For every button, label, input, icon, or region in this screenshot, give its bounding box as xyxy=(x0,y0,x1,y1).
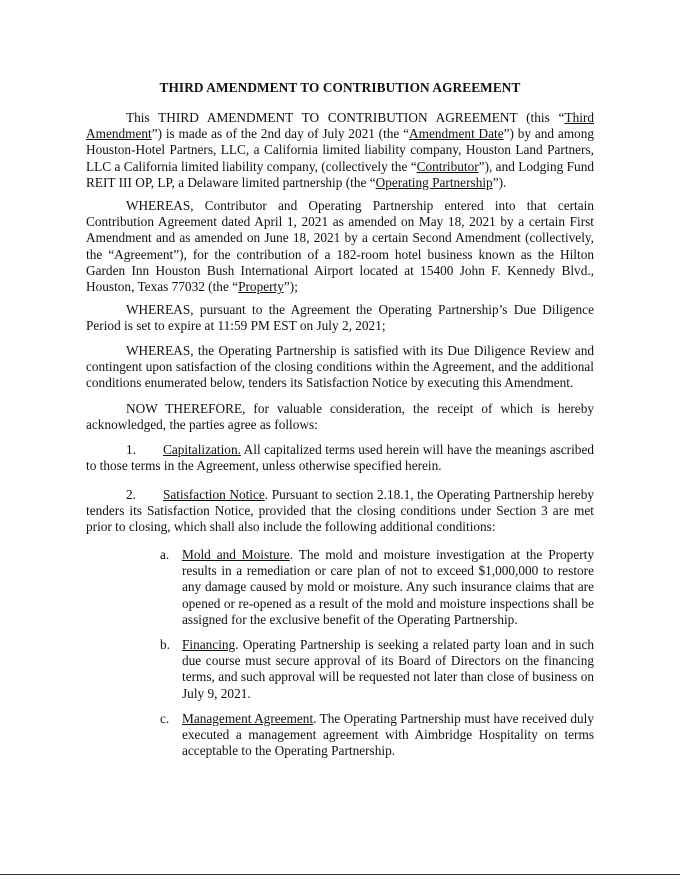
document-title: THIRD AMENDMENT TO CONTRIBUTION AGREEMENT xyxy=(159,80,521,95)
condition-item-financing xyxy=(160,637,594,702)
whereas-paragraph-1 xyxy=(86,198,594,295)
whereas-text: WHEREAS, Contributor and Operating Partnership entered into that certain Contribution Agreement dated April 1, 2021 as amended on May 18, 2021 by a certain First Amendment and as amended on June 18, 2021 by a certain Second Amendment (collectively, the “Agreement”), for the contribution of a 182-room hotel business known as the Hilton Garden Inn Houston Bush International Airport located at 15400 John F. Kennedy Blvd., Houston, Texas 77032 (the “ xyxy=(86,198,594,295)
defined-term-operating-partnership: Operating Partnership xyxy=(375,174,493,190)
item-heading: Financing xyxy=(182,637,236,652)
item-letter: a. xyxy=(160,547,170,562)
item-letter: b. xyxy=(160,637,170,652)
item-heading: Management Agreement xyxy=(182,711,314,726)
now-therefore-paragraph: NOW THEREFORE, for valuable consideration, the receipt of which is hereby acknowledged, the parties agree as follows: xyxy=(86,401,594,433)
section-1-paragraph xyxy=(86,442,594,474)
item-heading: Mold and Moisture xyxy=(182,547,290,562)
section-2-text: . Pursuant to section 2.18.1, the Operating Partnership hereby tenders its Satisfaction Notice, provided that the closing conditions under Section 3 are met prior to closing, which shall also include the following additional conditions: xyxy=(86,487,594,535)
section-2-paragraph xyxy=(86,487,594,536)
whereas-text: ”); xyxy=(283,279,298,295)
whereas-paragraph-3: WHEREAS, the Operating Partnership is satisfied with its Due Diligence Review and contingent upon satisfaction of the closing conditions within the Agreement, and the additional conditions enumerated below, tenders its Satisfaction Notice by executing this Amendment. xyxy=(86,343,594,391)
defined-term-amendment-date: Amendment Date xyxy=(409,126,504,142)
intro-text: This THIRD AMENDMENT TO CONTRIBUTION AGREEMENT (this “ xyxy=(126,110,565,125)
intro-text: ”) by and among Houston-Hotel Partners, LLC, a California limited liability company, Houston Land Partners, LLC a California limited liability company, (collectively the “ xyxy=(86,126,595,174)
section-2-heading: Satisfaction Notice xyxy=(163,487,265,502)
intro-text: ”), and Lodging Fund REIT III OP, LP, a Delaware limited partnership (the “ xyxy=(86,158,594,190)
intro-text: ”). xyxy=(492,174,507,190)
condition-item-management-agreement xyxy=(160,711,594,760)
section-2-number: 2. xyxy=(126,487,136,502)
defined-term-property: Property xyxy=(238,279,284,295)
section-1-number: 1. xyxy=(126,442,136,457)
section-1-text: All capitalized terms used herein will have the meanings ascribed to those terms in the Agreement, unless otherwise specified herein. xyxy=(86,442,594,474)
defined-term-contributor: Contributor xyxy=(416,158,479,174)
condition-item-mold-and-moisture xyxy=(160,547,594,628)
section-1-heading: Capitalization. xyxy=(163,442,241,457)
intro-text: ”) is made as of the 2nd day of July 2021 (the “ xyxy=(151,126,410,142)
item-text: . Operating Partnership is seeking a related party loan and in such due course must secure approval of its Board of Directors on the financing terms, and such approval will be requested not later than close of business on July 9, 2021. xyxy=(182,637,594,701)
item-text: . The mold and moisture investigation at the Property results in a remediation or care plan of not to exceed $1,000,000 to restore any damage caused by mold or moisture. Any such insurance claims that are opened or re-opened as a result of the mold and moisture inspections shall be assigned for the exclusive benefit of the Operating Partnership. xyxy=(182,547,594,627)
defined-term-third-amendment: Third Amendment xyxy=(86,110,594,142)
page-bottom-rule xyxy=(0,874,680,875)
whereas-paragraph-2: WHEREAS, pursuant to the Agreement the Operating Partnership’s Due Diligence Period is set to expire at 11:59 PM EST on July 2, 2021; xyxy=(86,302,594,334)
intro-paragraph xyxy=(86,110,594,191)
item-letter: c. xyxy=(160,711,170,726)
item-text: . The Operating Partnership must have received duly executed a management agreement with Aimbridge Hospitality on terms acceptable to the Operating Partnership. xyxy=(182,711,594,759)
